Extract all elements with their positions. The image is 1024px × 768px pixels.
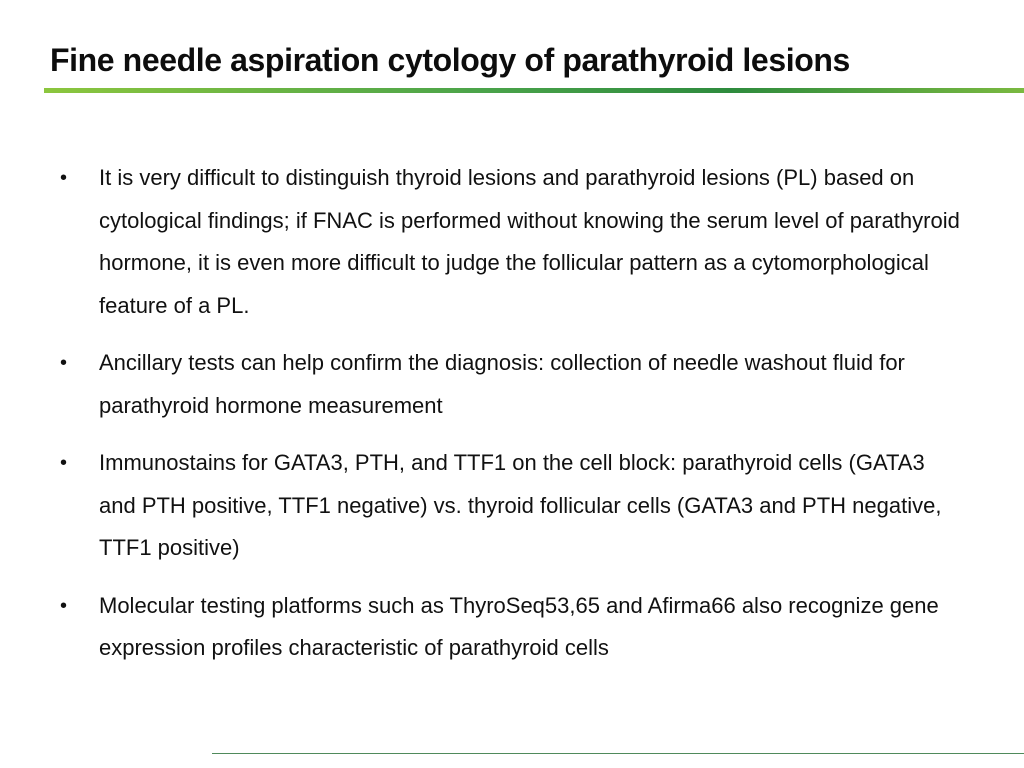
footer-divider bbox=[212, 753, 1024, 754]
bullet-list bbox=[56, 157, 966, 685]
slide-title: Fine needle aspiration cytology of parathyroid lesions bbox=[50, 42, 850, 78]
bullet-text: Molecular testing platforms such as ThyroSeq53,65 and Afirma66 also recognize gene expression profiles characteristic of parathyroid cells bbox=[99, 592, 939, 660]
bullet-item bbox=[56, 585, 966, 670]
bullet-text: Immunostains for GATA3, PTH, and TTF1 on the cell block: parathyroid cells (GATA3 and PTH positive, TTF1 negative) vs. thyroid follicular cells (GATA3 and PTH negative, TTF1 positive) bbox=[99, 450, 942, 560]
bullet-item bbox=[56, 442, 966, 570]
bullet-icon: • bbox=[60, 594, 68, 617]
bullet-text: Ancillary tests can help confirm the diagnosis: collection of needle washout fluid for parathyroid hormone measurement bbox=[99, 350, 905, 418]
bullet-icon: • bbox=[60, 167, 68, 189]
bullet-icon: • bbox=[60, 452, 68, 474]
title-underline bbox=[44, 88, 1024, 93]
bullet-item bbox=[56, 342, 966, 427]
bullet-item bbox=[56, 157, 966, 327]
bullet-icon: • bbox=[60, 352, 68, 374]
bullet-text: It is very difficult to distinguish thyroid lesions and parathyroid lesions (PL) based on cytological findings; if FNAC is performed without knowing the serum level of parathyroid hormone, it is even more difficult to judge the follicular pattern as a cytomorphological feature of a PL. bbox=[99, 165, 960, 318]
